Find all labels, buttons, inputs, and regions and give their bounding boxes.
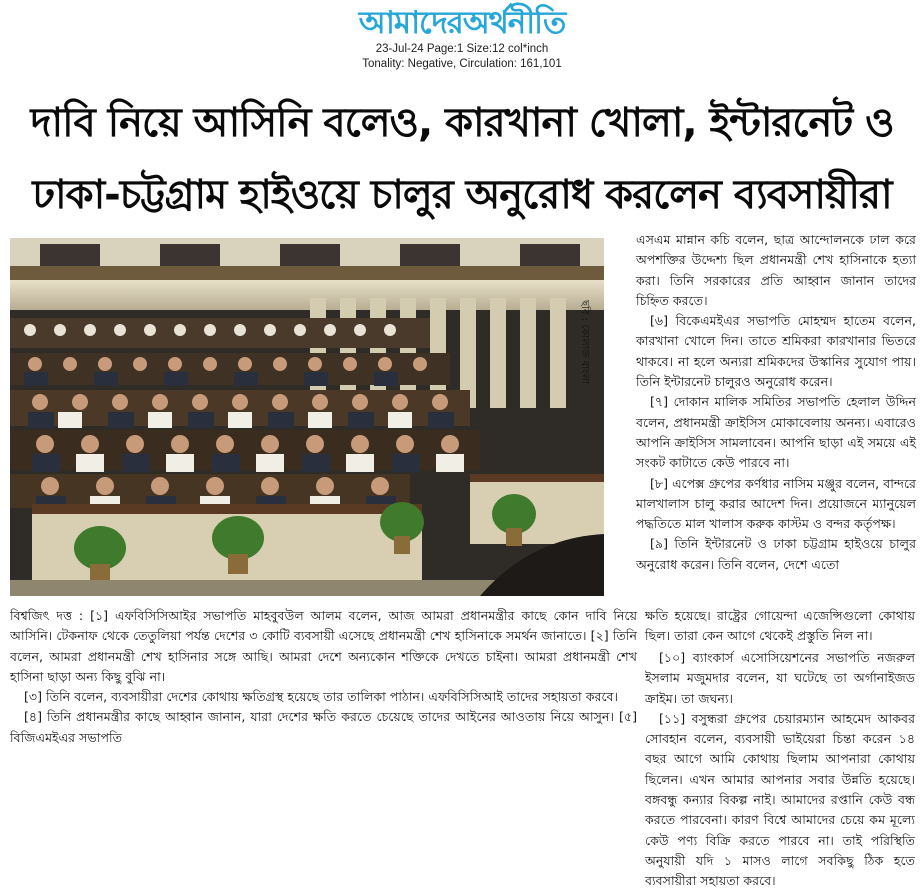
paragraph: [৬] বিকেএমইএর সভাপতি মোহম্মদ হাতেম বলেন, কারখানা খোলে দিন। তাতে শ্রমিকরা কারখানার ভিতরে থাকবে। না হলে অন্যরা শ্রমিকদের উস্কানির সুযোগ পায়। তিনি ইন্টারনেট চালুরও অনুরোধ করেন। (636, 313, 916, 390)
article-bottom-left-column (10, 606, 637, 748)
article-right-column (636, 230, 916, 575)
paragraph: [১১] বসুন্ধরা গ্রুপের চেয়ারম্যান আহমেদ আকবর সোবহান বলেন, ব্যবসায়ী ভাইয়েরা চিন্তা করেন ১৪ বছর আগে আমি কোথায় ছিলাম আপনারা কোথায় ছিলেন। এখন আমার আপনার সবার উন্নতি হয়েছে। বঙ্গবন্ধু কন্যার বিকল্প নাই। আমাদের রপ্তানি কেউ বন্ধ করতে পারবেনা। কারণ বিশ্বে আমাদের চেয়ে কম মূল্যে কেউ পণ্য বিক্রি করতে পারবে না। তাই পরিস্থিতি অনুযায়ী যদি ১ মাসও লাগে সবকিছু ঠিক হতে ব্যবসায়ীরা সহায়তা করবে। (645, 710, 915, 889)
paragraph: [১০] ব্যাংকার্স এসোসিয়েশনের সভাপতি নজরুল ইসলাম মজুমদার বলেন, যা ঘটেছে তা অর্গানাইজড ক্রাইম। তা জঘন্য। (645, 650, 915, 706)
meeting-photo (10, 238, 604, 596)
paragraph: [৮] এপেক্স গ্রুপের কর্ণধার নাসিম মঞ্জুর বলেন, বান্দরে মালখালাস চালু করার আদেশ দিন। প্রয়োজনে ম্যানুয়েল পদ্ধতিতে মাল খালাস করুক কাস্টম ও বন্দর কর্তৃপক্ষ। (636, 475, 916, 532)
article-bottom-right-column (645, 648, 915, 892)
paragraph: [৭] দোকান মালিক সমিতির সভাপতি হেলাল উদ্দিন বলেন, প্রধানমন্ত্রী ক্রাইসিস মোকাবেলায় অনন্য। এবারেও আপনি ক্রাইসিস সামলাবেন। আপনি ছাড়া এই সময়ে এই সংকট কাটাতে কেউ পারবে না। (636, 394, 916, 471)
paragraph: [৪] তিনি প্রধানমন্ত্রীর কাছে আহ্বান জানান, যারা দেশের ক্ষতি করতে চেয়েছে তাদের আইনের আওতায় নিয়ে আসুন। [৫] বিজিএমইএর সভাপতি (10, 709, 637, 745)
paragraph: [৯] তিনি ইন্টারনেট ও ঢাকা চট্টগ্রাম হাইওয়ে চালুর অনুরোধ করেন। তিনি বলেন, দেশে এতো (636, 536, 916, 572)
paragraph: ক্ষতি হয়েছে। রাষ্ট্রের গোয়েন্দা এজেন্সিগুলো কোথায় ছিল। তারা কেন আগে থেকেই প্রস্তুতি নিল না। (645, 608, 915, 644)
article-bottom-right-top (645, 606, 915, 647)
paragraph: এসএম মান্নান কচি বলেন, ছাত্র আন্দোলনকে ঢাল করে অপশক্তির উদ্দেশ্য ছিল প্রধানমন্ত্রী শেখ হাসিনাকে হত্যা করা। তিনি সরকারের প্রতি আহ্বান জানান তাদের চিহ্নিত করতে। (636, 232, 916, 308)
newspaper-logo: আমাদেরঅর্থনীতি (358, 5, 566, 41)
masthead (0, 0, 924, 72)
clipping-meta-size: 23-Jul-24 Page:1 Size:12 col*inch (375, 43, 549, 55)
photo-credit: ছবি : কোলাজ বাংলা (579, 300, 590, 384)
clipping-meta-tonality: Tonality: Negative, Circulation: 161,101 (362, 58, 562, 70)
headline-line-1: দাবি নিয়ে আসিনি বলেও, কারখানা খোলা, ইন্টারনেট ও (30, 100, 894, 146)
headline-line-2: ঢাকা-চট্টগ্রাম হাইওয়ে চালুর অনুরোধ করলেন ব্যবসায়ীরা (32, 172, 892, 218)
paragraph: বিশ্বজিৎ দত্ত : [১] এফবিসিসিআইর সভাপতি মাহবুবউল আলম বলেন, আজ আমরা প্রধানমন্ত্রীর কাছে কোন দাবি নিয়ে আসিনি। টেকনাফ থেকে তেতুলিয়া পর্যন্ত দেশের ৩ কোটি ব্যবসায়ী এসেছে প্রধানমন্ত্রী শেখ হাসিনাকে সমর্থন জানাতে। [২] তিনি বলেন, আমরা প্রধানমন্ত্রী শেখ হাসিনার সঙ্গে আছি। আমরা দেশে অন্যকোন শক্তিকে দেখতে চাইনা। আমরা প্রধানমন্ত্রী শেখ হাসিনা ছাড়া অন্য কিছু বুঝি না। (10, 608, 637, 684)
paragraph: [৩] তিনি বলেন, ব্যবসায়ীরা দেশের কোথায় ক্ষতিগ্রস্থ হয়েছে তার তালিকা পাঠান। এফবিসিসিআই তাদের সহায়তা করবে। (24, 689, 619, 705)
meeting-hall-illustration (10, 238, 604, 596)
